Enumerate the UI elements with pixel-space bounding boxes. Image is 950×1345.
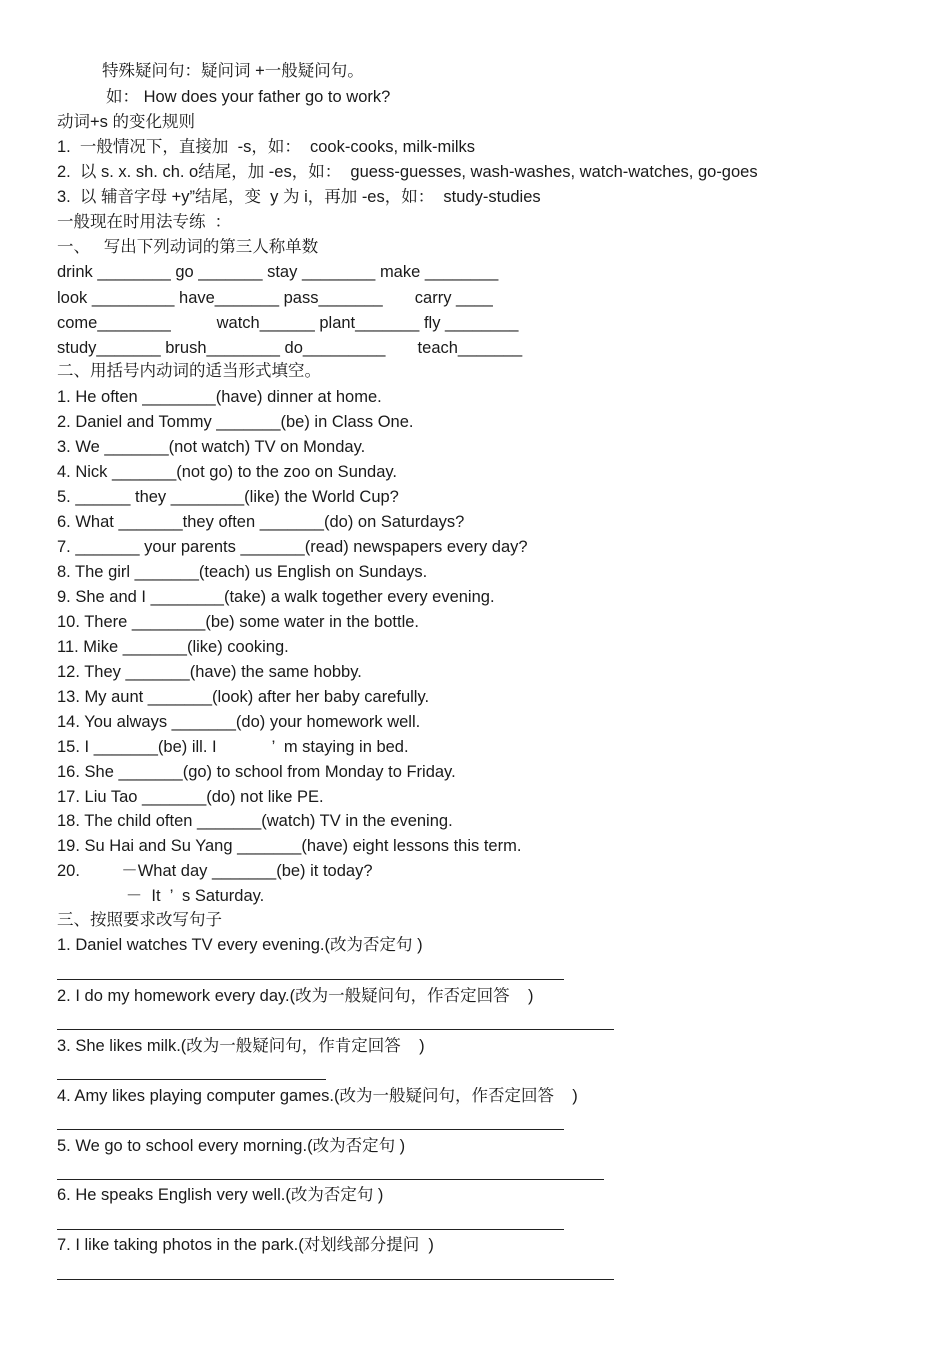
fill-blank-item: 16. She _______(go) to school from Monday to Friday.: [57, 763, 456, 781]
fill-blank-item: 2. Daniel and Tommy _______(be) in Class One.: [57, 413, 414, 431]
rule-item: 2. 以 s. x. sh. ch. o结尾，加 -es，如： guess-guesses, wash-washes, watch-watches, go-goes: [57, 163, 758, 181]
rewrite-item: 6. He speaks English very well.(改为否定句 ): [57, 1186, 384, 1204]
rule-item: 3. 以 辅音字母 +y”结尾，变 y 为 i，再加 -es，如： study-studies: [57, 188, 541, 206]
fill-blank-item: 1. He often ________(have) dinner at home.: [57, 388, 382, 406]
fill-blank-item: 10. There ________(be) some water in the bottle.: [57, 613, 420, 631]
special-question-rule: 特殊疑问句：疑问词 +一般疑问句。: [102, 62, 364, 80]
answer-line: [57, 979, 564, 980]
fill-blank-item: 7. _______ your parents _______(read) newspapers every day?: [57, 538, 528, 556]
rewrite-item: 7. I like taking photos in the park.(对划线部分提问 ): [57, 1236, 434, 1254]
verb-row: study_______ brush________ do_________ teach_______: [57, 339, 523, 357]
section2-title: 二、用括号内动词的适当形式填空。: [57, 362, 321, 380]
fill-blank-item: 19. Su Hai and Su Yang _______(have) eight lessons this term.: [57, 837, 522, 855]
practice-title: 一般现在时用法专练 ：: [57, 213, 232, 231]
section1-title: 一、 写出下列动词的第三人称单数: [57, 238, 319, 256]
verb-row: drink ________ go _______ stay ________ make ________: [57, 263, 499, 281]
rewrite-item: 3. She likes milk.(改为一般疑问句，作肯定回答 ): [57, 1037, 425, 1055]
rewrite-item: 2. I do my homework every day.(改为一般疑问句，作否定回答 ): [57, 987, 534, 1005]
fill-blank-item: － It ’ s Saturday.: [57, 887, 265, 905]
fill-blank-item: 5. ______ they ________(like) the World Cup?: [57, 488, 399, 506]
rule-item: 1. 一般情况下，直接加 -s，如： cook-cooks, milk-milks: [57, 138, 476, 156]
fill-blank-item: 15. I _______(be) ill. I ’ m staying in bed.: [57, 738, 409, 756]
answer-line: [57, 1179, 604, 1180]
fill-blank-item: 3. We _______(not watch) TV on Monday.: [57, 438, 366, 456]
special-question-example: 如： How does your father go to work?: [106, 88, 391, 106]
answer-line: [57, 1079, 326, 1080]
rules-title: 动词+s 的变化规则: [57, 113, 195, 131]
fill-blank-item: 20. －What day _______(be) it today?: [57, 862, 373, 880]
verb-row: look _________ have_______ pass_______ carry ____: [57, 289, 493, 307]
rewrite-item: 5. We go to school every morning.(改为否定句 ): [57, 1137, 406, 1155]
fill-blank-item: 17. Liu Tao _______(do) not like PE.: [57, 788, 324, 806]
answer-line: [57, 1129, 564, 1130]
fill-blank-item: 9. She and I ________(take) a walk together every evening.: [57, 588, 495, 606]
fill-blank-item: 6. What _______they often _______(do) on Saturdays?: [57, 513, 465, 531]
rewrite-item: 1. Daniel watches TV every evening.(改为否定句 ): [57, 936, 423, 954]
fill-blank-item: 13. My aunt _______(look) after her baby carefully.: [57, 688, 430, 706]
fill-blank-item: 11. Mike _______(like) cooking.: [57, 638, 289, 656]
fill-blank-item: 12. They _______(have) the same hobby.: [57, 663, 362, 681]
fill-blank-item: 8. The girl _______(teach) us English on Sundays.: [57, 563, 428, 581]
fill-blank-item: 18. The child often _______(watch) TV in the evening.: [57, 812, 453, 830]
answer-line: [57, 1279, 614, 1280]
rewrite-item: 4. Amy likes playing computer games.(改为一般疑问句，作否定回答 ): [57, 1087, 578, 1105]
fill-blank-item: 4. Nick _______(not go) to the zoo on Sunday.: [57, 463, 398, 481]
section3-title: 三、按照要求改写句子: [57, 911, 222, 929]
answer-line: [57, 1229, 564, 1230]
answer-line: [57, 1029, 614, 1030]
fill-blank-item: 14. You always _______(do) your homework well.: [57, 713, 421, 731]
verb-row: come________ watch______ plant_______ fly ________: [57, 314, 519, 332]
